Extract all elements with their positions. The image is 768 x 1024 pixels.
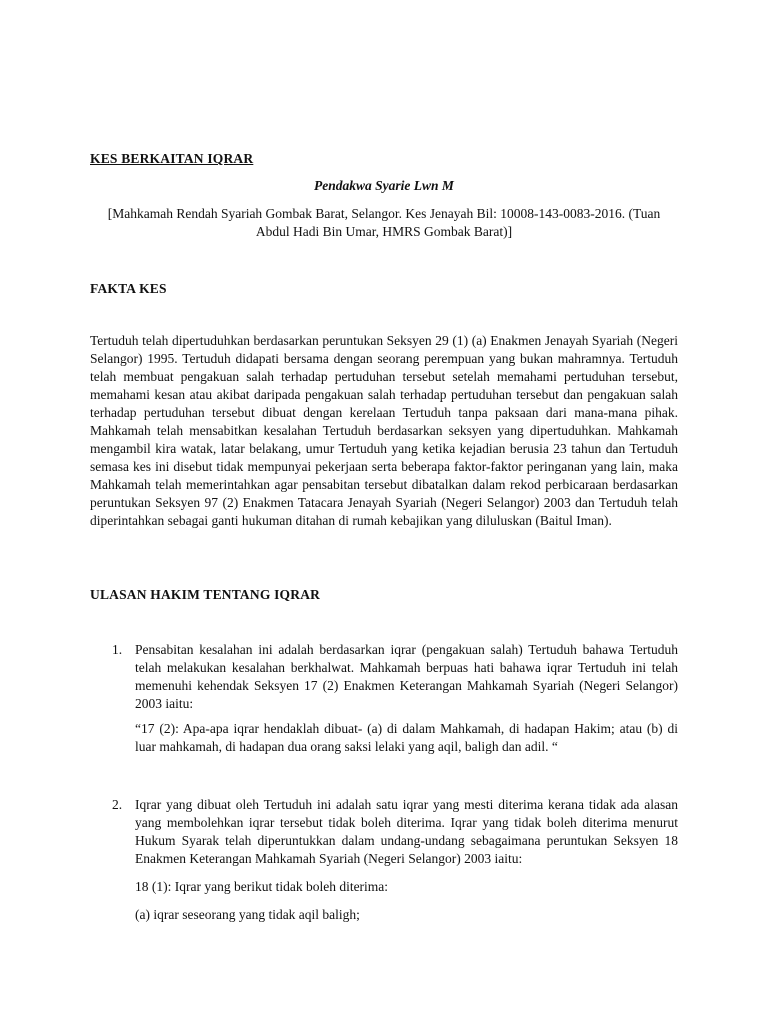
case-citation: [Mahkamah Rendah Syariah Gombak Barat, Selangor. Kes Jenayah Bil: 10008-143-0083-2016. (Tuan Abdul Hadi Bin Umar, HMRS Gombak Barat)]	[107, 206, 661, 239]
numbered-item-1	[112, 641, 678, 713]
section-18-intro: 18 (1): Iqrar yang berikut tidak boleh diterima:	[135, 879, 389, 894]
item-number: 2.	[112, 797, 123, 812]
item-text: Iqrar yang dibuat oleh Tertuduh ini adalah satu iqrar yang mesti diterima kerana tidak ada alasan yang membolehkan iqrar tersebut tidak boleh diterima. Iqrar yang tidak boleh diterima menurut Hukum Syarak telah diperuntukkan dalam undang-undang sebagaimana peruntukan Seksyen 18 Enakmen Keterangan Mahkamah Syariah (Negeri Selangor) 2003 iaitu:	[135, 797, 678, 866]
facts-paragraph: Tertuduh telah dipertuduhkan berdasarkan peruntukan Seksyen 29 (1) (a) Enakmen Jenayah Syariah (Negeri Selangor) 1995. Tertuduh didapati bersama dengan seorang perempuan yang bukan mahramnya. Tertuduh telah membuat pengakuan salah terhadap pertuduhan tersebut setelah memahami pertuduhan tersebut, memahami kesan atau akibat daripada pengakuan salah terhadap pertuduhan tersebut dan pengakuan salah terhadap pertuduhan tersebut dibuat dengan kerelaan Tertuduh tanpa paksaan dari mana-mana pihak. Mahkamah telah mensabitkan kesalahan Tertuduh berdasarkan seksyen yang dipertuduhkan. Mahkamah mengambil kira watak, latar belakang, umur Tertuduh yang ketika kejadian berusia 23 tahun dan Tertuduh semasa kes ini disebut tidak mempunyai pekerjaan serta beberapa faktor-faktor peringanan yang lain, maka Mahkamah telah memerintahkan agar pensabitan tersebut dibatalkan dalam rekod perbicaraan berdasarkan peruntukan Seksyen 97 (2) Enakmen Tatacara Jenayah Syariah (Negeri Selangor) 2003 dan Tertuduh telah diperintahkan sebagai ganti hukuman ditahan di rumah kebajikan yang diluluskan (Baitul Iman).	[90, 333, 678, 528]
judge-commentary-heading: ULASAN HAKIM TENTANG IQRAR	[90, 587, 321, 602]
section-17-quote: “17 (2): Apa-apa iqrar hendaklah dibuat- (a) di dalam Mahkamah, di hadapan Hakim; atau (b) di luar mahkamah, di hadapan dua orang saksi lelaki yang aqil, baligh dan adil. “	[135, 721, 678, 754]
facts-heading: FAKTA KES	[90, 281, 167, 296]
item-number: 1.	[112, 642, 123, 657]
case-section-heading: KES BERKAITAN IQRAR	[90, 151, 254, 166]
section-18-clause-a: (a) iqrar seseorang yang tidak aqil baligh;	[135, 907, 360, 922]
case-title: Pendakwa Syarie Lwn M	[314, 178, 454, 193]
numbered-item-2	[112, 796, 678, 868]
item-text: Pensabitan kesalahan ini adalah berdasarkan iqrar (pengakuan salah) Tertuduh bahawa Tertuduh telah melakukan kesalahan berkhalwat. Mahkamah berpuas hati bahawa iqrar Tertuduh ini telah memenuhi kehendak Seksyen 17 (2) Enakmen Keterangan Mahkamah Syariah (Negeri Selangor) 2003 iaitu:	[135, 642, 678, 711]
